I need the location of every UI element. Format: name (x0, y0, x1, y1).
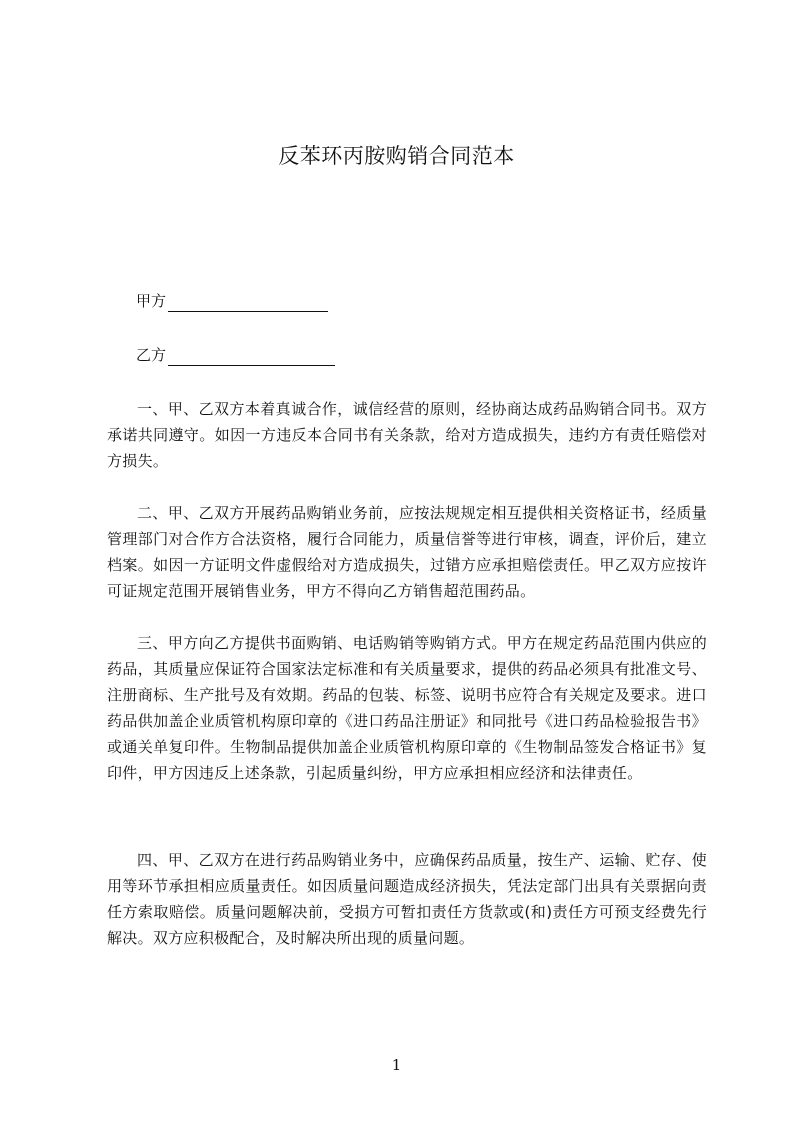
clause-4: 四、甲、乙双方在进行药品购销业务中，应确保药品质量，按生产、运输、贮存、使用等环节承担相应质量责任。如因质量问题造成经济损失，凭法定部门出具有关票据向责任方索取赔偿。质量问题解决前，受损方可暂扣责任方货款或(和)责任方可预支经费先行解决。双方应积极配合，及时解决所出现的质量问题。 (107, 851, 707, 947)
party-b-line (136, 344, 335, 366)
page-number: 1 (391, 1056, 402, 1074)
party-b-blank (168, 349, 335, 366)
clause-3: 三、甲方向乙方提供书面购销、电话购销等购销方式。甲方在规定药品范围内供应的药品，其质量应保证符合国家法定标准和有关质量要求，提供的药品必须具有批准文号、注册商标、生产批号及有效期。药品的包装、标签、说明书应符合有关规定及要求。进口药品供加盖企业质管机构原印章的《进口药品注册证》和同批号《进口药品检验报告书》或通关单复印件。生物制品提供加盖企业质管机构原印章的《生物制品签发合格证书》复印件，甲方因违反上述条款，引起质量纠纷，甲方应承担相应经济和法律责任。 (107, 634, 707, 782)
party-a-label: 甲方 (136, 292, 167, 310)
document-title: 反苯环丙胺购销合同范本 (278, 144, 515, 168)
clause-2: 二、甲、乙双方开展药品购销业务前，应按法规规定相互提供相关资格证书，经质量管理部门对合作方合法资格，履行合同能力，质量信誉等进行审核，调查，评价后，建立档案。如因一方证明文件虚假给对方造成损失，过错方应承担赔偿责任。甲乙双方应按许可证规定范围开展销售业务，甲方不得向乙方销售超范围药品。 (107, 504, 707, 600)
party-b-label: 乙方 (136, 346, 167, 364)
party-a-line (136, 290, 328, 312)
party-a-blank (168, 295, 328, 312)
clause-1: 一、甲、乙双方本着真诚合作，诚信经营的原则，经协商达成药品购销合同书。双方承诺共同遵守。如因一方违反本合同书有关条款，给对方造成损失，违约方有责任赔偿对方损失。 (107, 400, 707, 470)
